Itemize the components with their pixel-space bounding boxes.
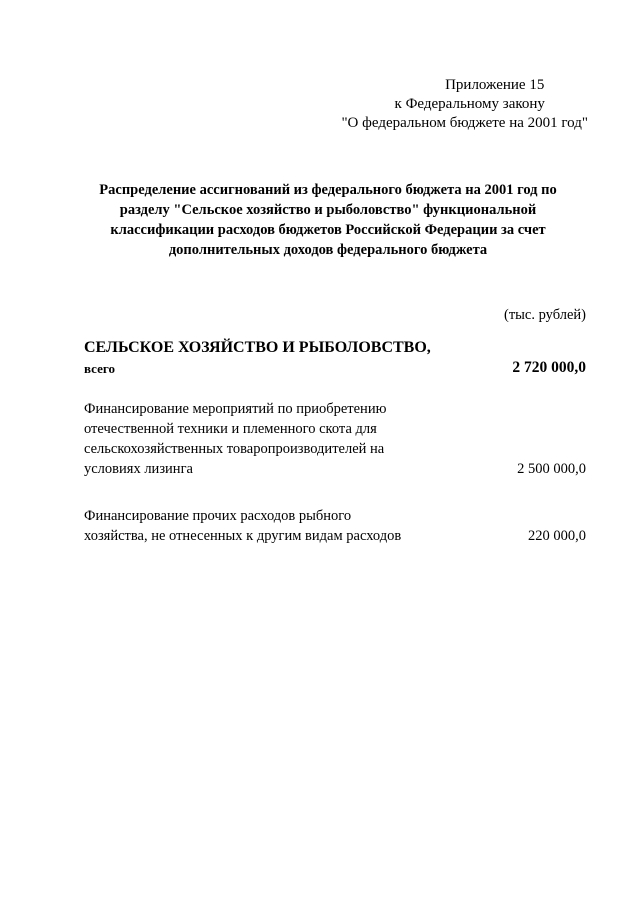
appendix-law-reference: к Федеральному закону [394, 96, 545, 112]
expense-item-amount: 220 000,0 [528, 528, 586, 544]
section-subtitle: всего [84, 361, 115, 376]
section-header [84, 337, 586, 379]
expense-item [84, 399, 586, 479]
units-label: (тыс. рублей) [504, 307, 586, 323]
appendix-header [341, 76, 588, 133]
expense-item-description: Финансирование мероприятий по приобретению отечественной техники и племенного скота для сельскохозяйственных товаропроизводителей на условиях лизинга [84, 401, 387, 477]
expense-item [84, 506, 586, 546]
expense-item-description: Финансирование прочих расходов рыбного хозяйства, не отнесенных к другим видам расходов [84, 508, 402, 544]
section-total-row [84, 359, 586, 379]
expense-item-amount: 2 500 000,0 [517, 461, 586, 477]
appendix-law-title: "О федеральном бюджете на 2001 год" [341, 115, 588, 131]
section-total-amount: 2 720 000,0 [512, 359, 586, 376]
appendix-number: Приложение 15 [445, 77, 545, 93]
section-name: СЕЛЬСКОЕ ХОЗЯЙСТВО И РЫБОЛОВСТВО, [84, 339, 431, 356]
document-title: Распределение ассигнований из федерального бюджета на 2001 год по разделу "Сельское хозяйство и рыболовство" функциональной классификации расходов бюджетов Российской Федерации за счет дополнительных доходов федерального бюджета [99, 182, 557, 258]
